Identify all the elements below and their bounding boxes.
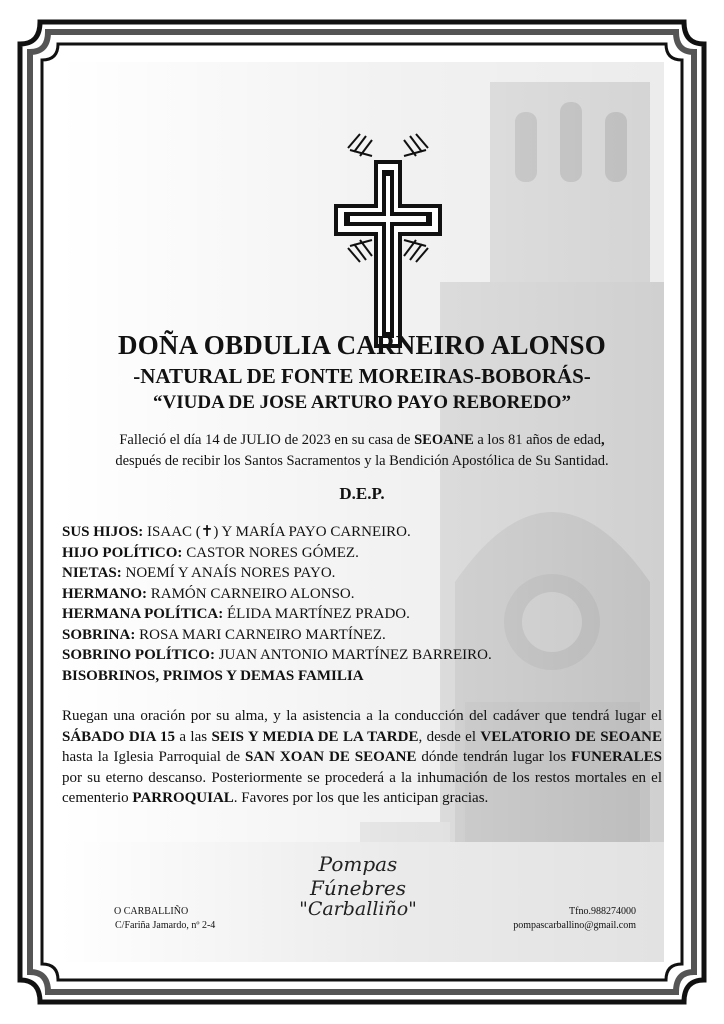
family-item: NIETAS: NOEMÍ Y ANAÍS NORES PAYO.	[62, 565, 336, 581]
death-notice-line-2: después de recibir los Santos Sacramentos y la Bendición Apostólica de Su Santidad.	[115, 453, 609, 469]
city-label: O CARBALLIÑO	[114, 906, 189, 917]
funeral-home-address	[114, 905, 215, 933]
family-item: HERMANO: RAMÓN CARNEIRO ALONSO.	[62, 585, 355, 602]
widow-line: “VIUDA DE JOSE ARTURO PAYO REBOREDO”	[153, 392, 571, 413]
funeral-home-contact	[496, 905, 636, 933]
origin-line: -NATURAL DE FONTE MOREIRAS-BOBORÁS-	[133, 364, 591, 388]
prayer-paragraph: Ruegan una oración por su alma, y la asistencia a la conducción del cadáver que tendrá lugar el SÁBADO DIA 15 a las SEIS Y MEDIA DE LA TARDE, desde el VELATORIO DE SEOANE hasta la Iglesia Parroquial de SAN XOAN DE SEOANE dónde tendrán lugar los FUNERALES por su eterno descanso. Posteriormente se procederá a la inhumación de los restos mortales en el cementerio PARROQUIAL. Favores por los que les anticipan gracias.	[62, 708, 662, 806]
funeral-home-logo: Pompas Fúnebres "Carballiño"	[299, 852, 417, 920]
family-item: HIJO POLÍTICO: CASTOR NORES GÓMEZ.	[62, 544, 359, 561]
cross-icon	[322, 126, 454, 356]
family-item: HERMANA POLÍTICA: ÉLIDA MARTÍNEZ PRADO.	[62, 606, 410, 622]
deceased-name: DOÑA OBDULIA CARNEIRO ALONSO	[118, 330, 606, 360]
family-item: SUS HIJOS: ISAAC (✝) Y MARÍA PAYO CARNEIRO.	[62, 524, 411, 540]
death-notice	[60, 430, 664, 472]
dep-heading: D.E.P.	[339, 484, 385, 503]
family-closing: BISOBRINOS, PRIMOS Y DEMAS FAMILIA	[62, 667, 364, 684]
phone-number: Tfno.988274000	[569, 906, 636, 917]
street-address: C/Fariña Jamardo, nº 2-4	[115, 920, 216, 931]
death-notice-line-1: Falleció el día 14 de JULIO de 2023 en su casa de SEOANE a los 81 años de edad,	[119, 432, 605, 448]
family-list	[62, 522, 662, 686]
family-item: SOBRINA: ROSA MARI CARNEIRO MARTÍNEZ.	[62, 626, 386, 643]
family-item: SOBRINO POLÍTICO: JUAN ANTONIO MARTÍNEZ BARREIRO.	[62, 647, 492, 663]
email-address: pompascarballino@gmail.com	[513, 920, 636, 931]
